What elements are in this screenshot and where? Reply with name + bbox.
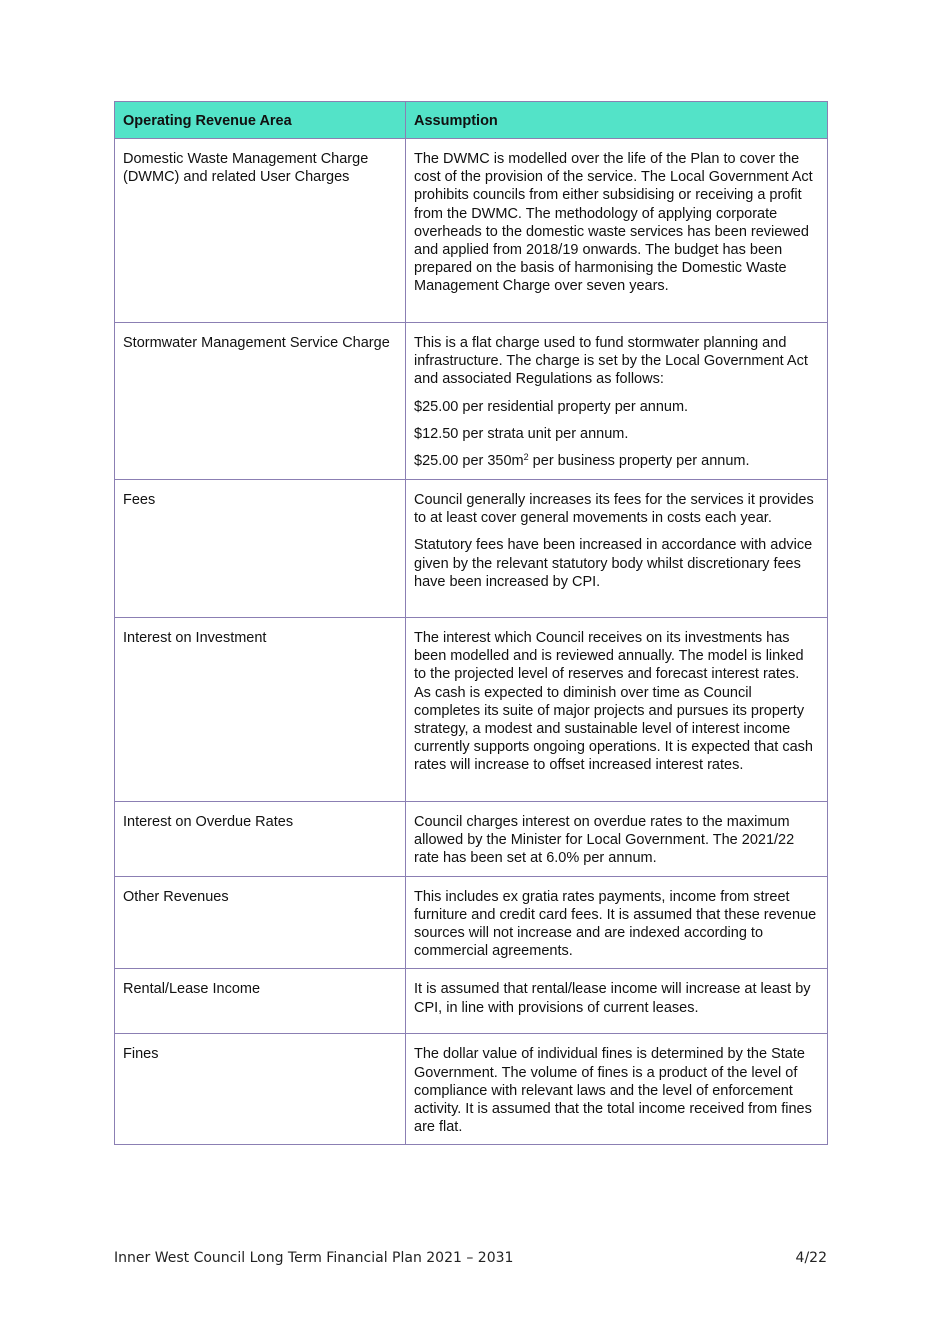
assumption-paragraph: The dollar value of individual fines is determined by the State Government. The volume of fines is a product of the level of compliance with relevant laws and the level of enforcement activity. It is assumed that the total income received from fines are flat. (414, 1046, 812, 1136)
revenue-area-cell: Rental/Lease Income (115, 969, 406, 1034)
square-metre-superscript: 2 (523, 452, 529, 463)
table-header-row (115, 102, 828, 139)
table-row (115, 139, 828, 323)
assumption-cell (406, 969, 828, 1034)
assumption-paragraph: $12.50 per strata unit per annum. (414, 425, 629, 442)
header-operating-revenue-area: Operating Revenue Area (115, 102, 406, 139)
table-row (115, 876, 828, 969)
revenue-area-cell: Other Revenues (115, 876, 406, 969)
assumption-paragraph: Statutory fees have been increased in accordance with advice given by the relevant statutory body whilst discretionary fees have been increased by CPI. (414, 537, 813, 590)
assumption-paragraph: Council charges interest on overdue rates to the maximum allowed by the Minister for Local Government. The 2021/22 rate has been set at 6.0% per annum. (414, 814, 795, 867)
table-row (115, 802, 828, 877)
assumption-cell (406, 802, 828, 877)
assumption-cell (406, 323, 828, 480)
footer-page-number: 4/22 (795, 1250, 827, 1266)
table-row (115, 969, 828, 1034)
revenue-area-cell: Fees (115, 480, 406, 618)
table-row (115, 480, 828, 618)
revenue-area-cell: Interest on Investment (115, 618, 406, 802)
assumption-paragraph: $25.00 per residential property per annum. (414, 398, 689, 415)
revenue-area-cell: Interest on Overdue Rates (115, 802, 406, 877)
business-charge-text-end: per business property per annum. (528, 453, 750, 470)
assumption-cell (406, 480, 828, 618)
header-assumption: Assumption (406, 102, 828, 139)
business-charge-text: $25.00 per 350m (414, 453, 524, 470)
footer-document-title: Inner West Council Long Term Financial Plan 2021 – 2031 (114, 1250, 514, 1266)
table-row (115, 323, 828, 480)
assumption-cell (406, 876, 828, 969)
assumption-paragraph: This is a flat charge used to fund stormwater planning and infrastructure. The charge is set by the Local Government Act and associated Regulations as follows: (414, 335, 808, 388)
revenue-area-cell: Fines (115, 1034, 406, 1145)
assumption-paragraph (414, 452, 819, 470)
assumption-cell (406, 139, 828, 323)
assumption-cell (406, 1034, 828, 1145)
assumption-paragraph: The DWMC is modelled over the life of the Plan to cover the cost of the provision of the service. The Local Government Act prohibits councils from either subsidising or receiving a profit from the DWMC. The methodology of applying corporate overheads to the domestic waste services has been reviewed and applied from 2018/19 onwards. The budget has been prepared on the basis of harmonising the Domestic Waste Management Charge over seven years. (414, 151, 813, 295)
table-row (115, 1034, 828, 1145)
operating-revenue-assumptions-table (114, 101, 828, 1145)
revenue-area-cell: Stormwater Management Service Charge (115, 323, 406, 480)
assumption-paragraph: It is assumed that rental/lease income will increase at least by CPI, in line with provisions of current leases. (414, 981, 811, 1016)
assumption-paragraph: The interest which Council receives on its investments has been modelled and is reviewed annually. The model is linked to the projected level of reserves and forecast interest rates. As cash is expected to diminish over time as Council completes its suite of major projects and pursues its property strategy, a modest and sustainable level of interest income currently supports ongoing operations. It is expected that cash rates will increase to offset increased interest rates. (414, 630, 813, 774)
assumption-paragraph: Council generally increases its fees for the services it provides to at least cover general movements in costs each year. (414, 492, 814, 527)
table-row (115, 618, 828, 802)
assumption-paragraph: This includes ex gratia rates payments, income from street furniture and credit card fees. It is assumed that these revenue sources will not increase and are indexed according to commercial agreements. (414, 888, 817, 960)
revenue-area-cell: Domestic Waste Management Charge (DWMC) and related User Charges (115, 139, 406, 323)
assumption-cell (406, 618, 828, 802)
